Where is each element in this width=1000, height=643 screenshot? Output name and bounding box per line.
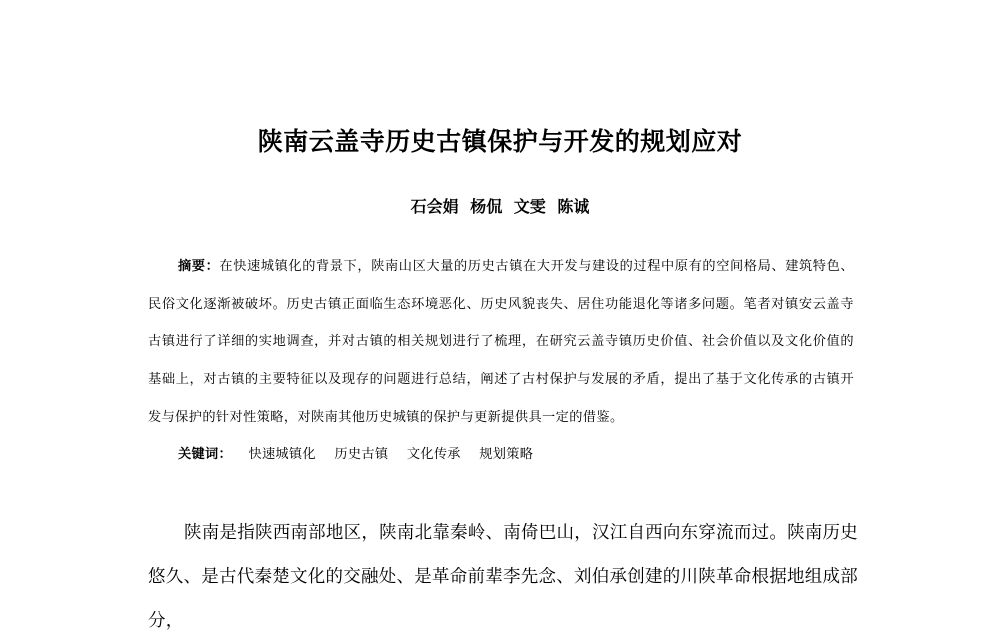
keywords-label: 关键词： [178, 447, 232, 462]
abstract-label: 摘要： [178, 259, 220, 274]
keyword: 历史古镇 [334, 447, 389, 462]
keywords-line [178, 443, 868, 467]
body-paragraph: 陕南是指陕西南部地区，陕南北靠秦岭、南倚巴山，汉江自西向东穿流而过。陕南历史悠久、是古代秦楚文化的交融处、是革命前辈李先念、刘伯承创建的川陕革命根据地组成部分， [148, 523, 858, 631]
author-list [0, 195, 1000, 219]
keyword: 规划策略 [479, 447, 534, 462]
keyword: 文化传承 [406, 447, 461, 462]
author-name: 石会娟 [410, 197, 459, 216]
author-name: 文雯 [513, 197, 546, 216]
author-name: 杨侃 [470, 197, 503, 216]
keyword: 快速城镇化 [248, 447, 316, 462]
paper-title: 陕南云盖寺历史古镇保护与开发的规划应对 [257, 127, 743, 156]
author-name: 陈诚 [557, 197, 590, 216]
abstract-text: 在快速城镇化的背景下，陕南山区大量的历史古镇在大开发与建设的过程中原有的空间格局、建筑特色、民俗文化逐渐被破坏。历史古镇正面临生态环境恶化、历史风貌丧失、居住功能退化等诸多问题。笔者对镇安云盖寺古镇进行了详细的实地调查，并对古镇的相关规划进行了梳理，在研究云盖寺镇历史价值、社会价值以及文化价值的基础上，对古镇的主要特征以及现存的问题进行总结，阐述了古村保护与发展的矛盾，提出了基于文化传承的古镇开发与保护的针对性策略，对陕南其他历史城镇的保护与更新提供具一定的借鉴。 [148, 259, 854, 425]
abstract-paragraph [148, 248, 854, 437]
